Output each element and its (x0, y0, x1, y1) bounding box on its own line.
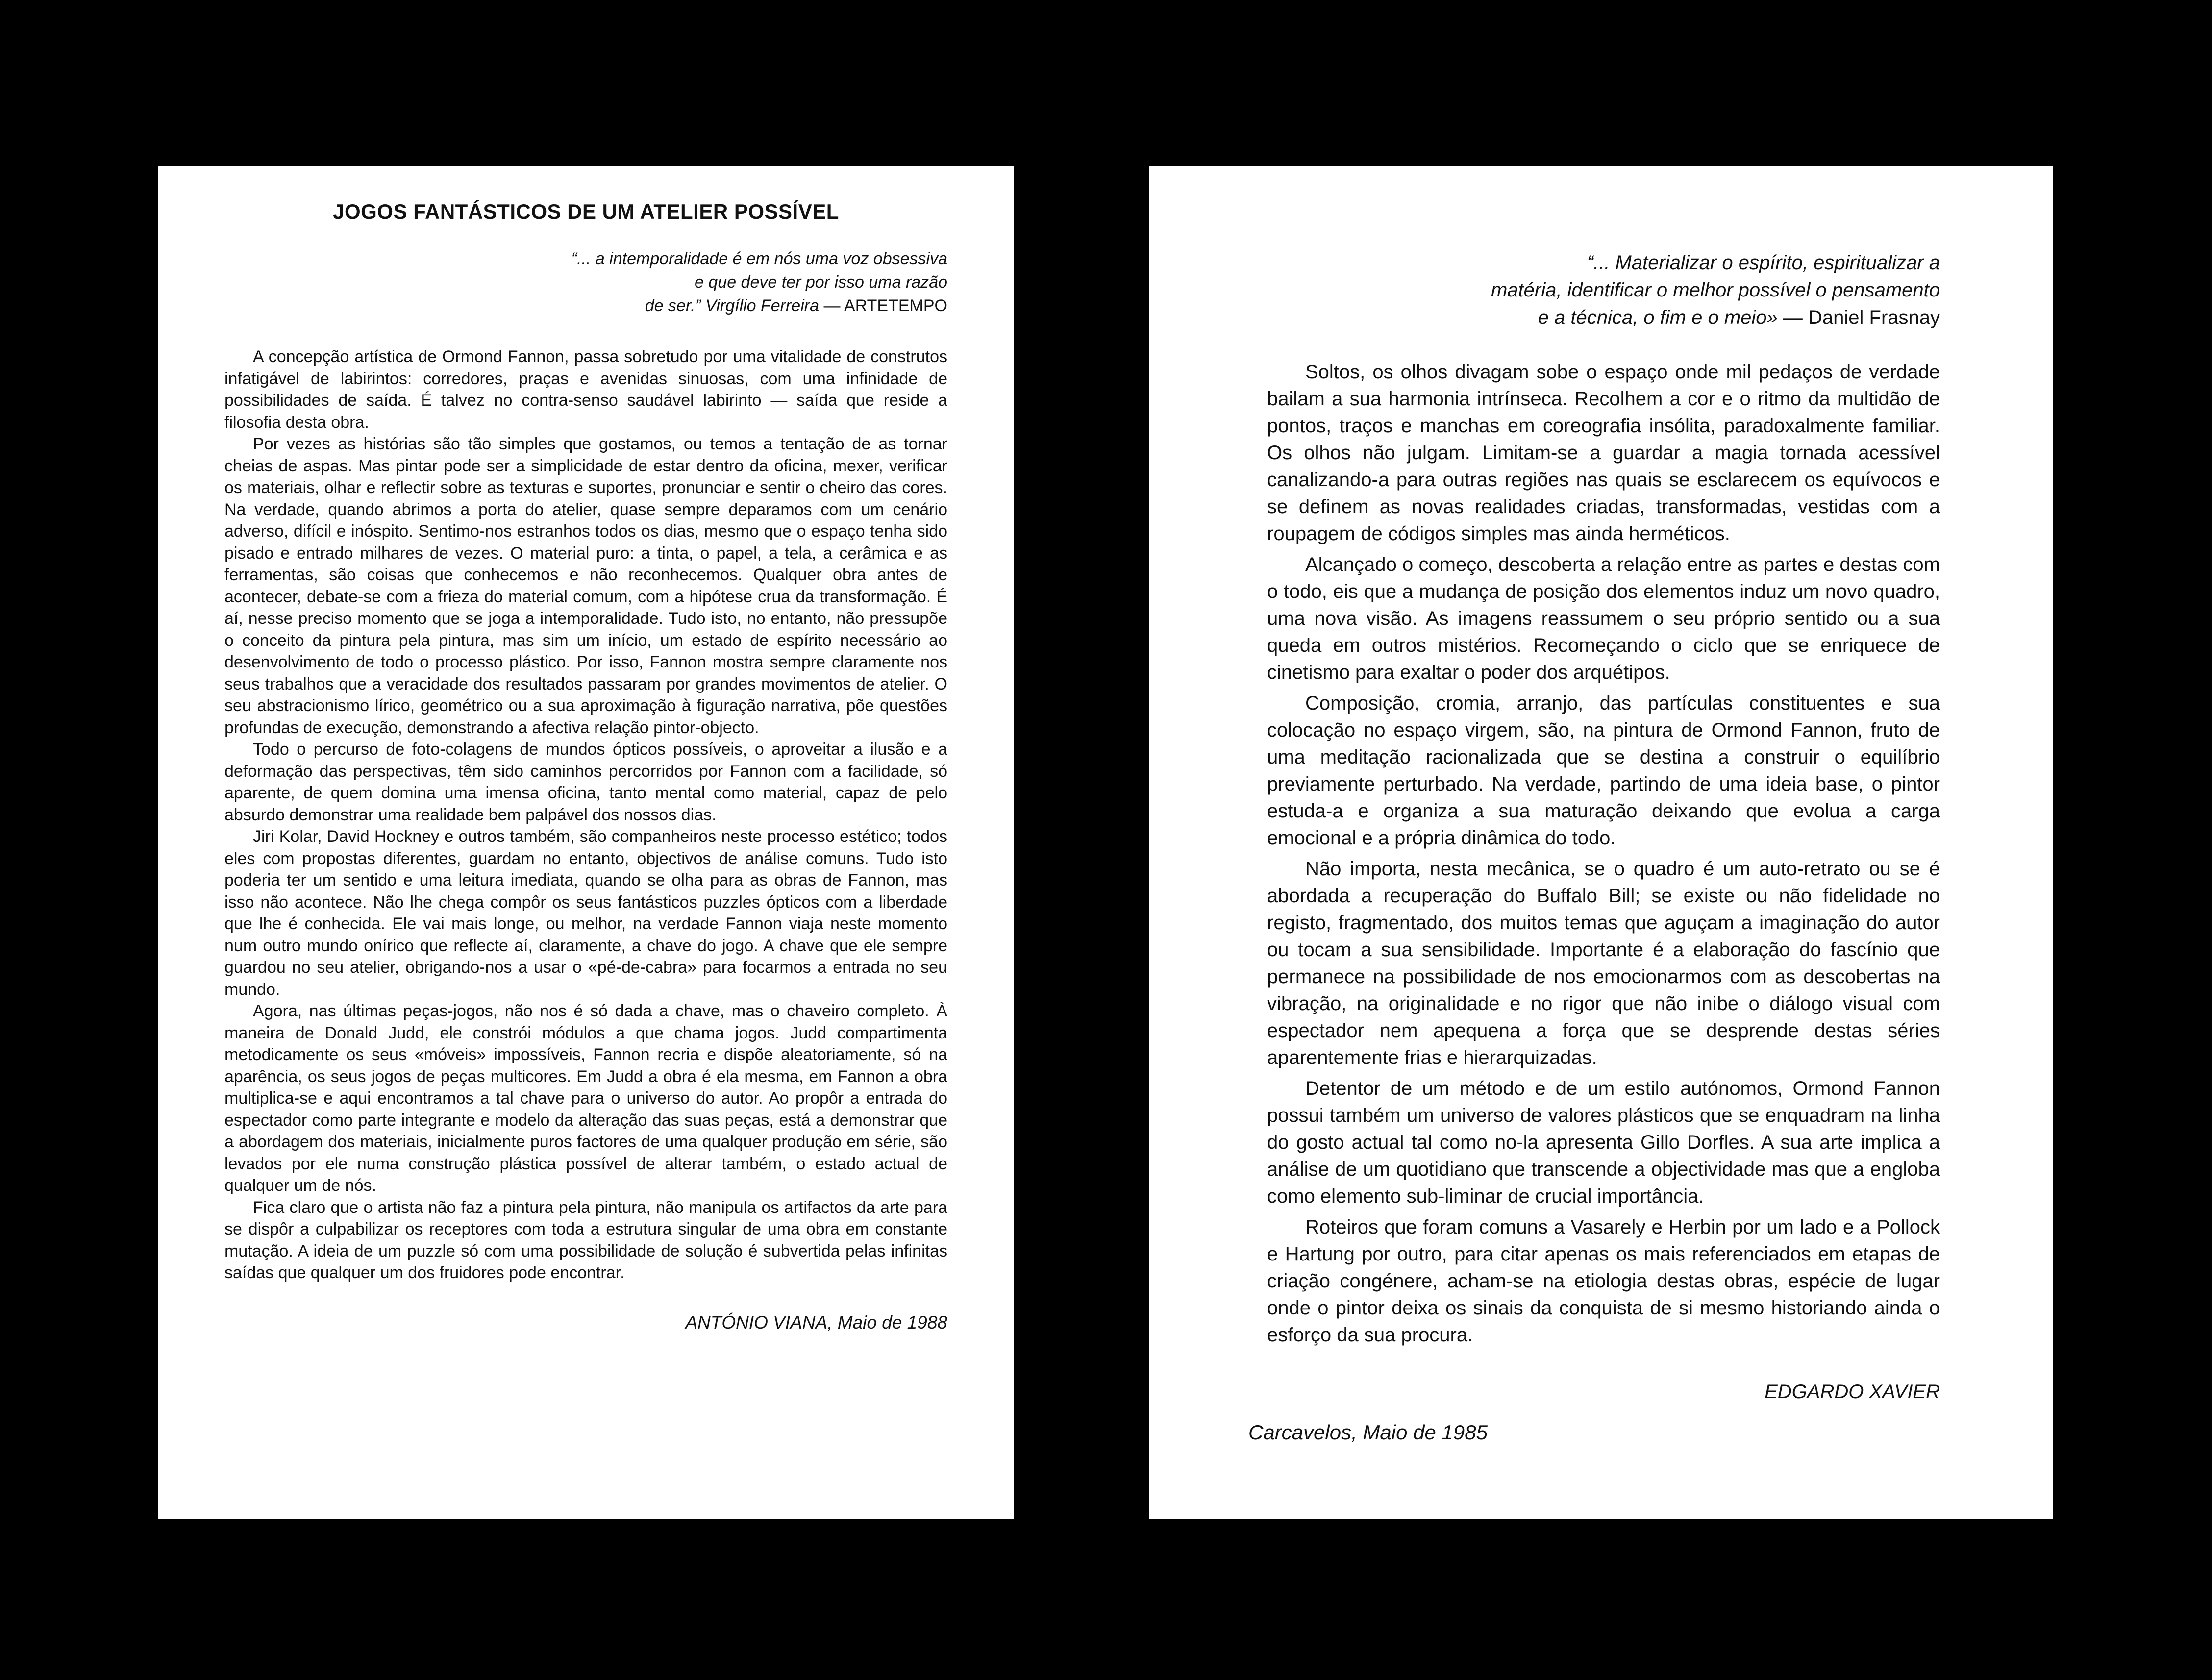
epigraph-line: matéria, identificar o melhor possível o pensamento (1491, 279, 1940, 301)
epigraph-line: “... a intemporalidade é em nós uma voz obsessiva (571, 249, 947, 268)
paragraph: Roteiros que foram comuns a Vasarely e Herbin por um lado e a Pollock e Hartung por outro, para citar apenas os mais referenciados em etapas de criação congénere, acham-se na etiologia destas obras, espécie de lugar onde o pintor deixa os sinais da conquista de si mesmo historiando ainda o esforço da sua procura. (1267, 1216, 1940, 1346)
paragraph: Alcançado o começo, descoberta a relação entre as partes e destas com o todo, eis que a mudança de posição dos elementos induz um novo quadro, uma nova visão. As imagens reassumem o seu próprio sentido ou a sua queda em outros mistérios. Recomeçando o ciclo que se enriquece de cinetismo para exaltar o poder dos arquétipos. (1267, 554, 1940, 683)
paragraph: Composição, cromia, arranjo, das partículas constituentes e sua colocação no espaço virgem, são, na pintura de Ormond Fannon, fruto de uma meditação racionalizada que se destina a construir o equilíbrio previamente perturbado. Na verdade, partindo de uma ideia base, o pintor estuda-a e organiza a sua maturação deixando que evolua a carga emocional e a própria dinâmica do todo. (1267, 692, 1940, 849)
epigraph-source: — Daniel Frasnay (1777, 307, 1940, 328)
paragraph: Por vezes as histórias são tão simples que gostamos, ou temos a tentação de as tornar cheias de aspas. Mas pintar pode ser a simplicidade de estar dentro da oficina, mexer, verificar os materiais, olhar e reflectir sobre as texturas e suportes, pronunciar e sentir o cheiro das cores. Na verdade, quando abrimos a porta do atelier, quase sempre deparamos com um cenário adverso, difícil e inóspito. Sentimo-nos estranhos todos os dias, mesmo que o espaço tenha sido pisado e entrado milhares de vezes. O material puro: a tinta, o papel, a tela, a cerâmica e as ferramentas, são coisas que conhecemos e não reconhecemos. Qualquer obra antes de acontecer, debate-se com a frieza do material comum, com a hipótese crua da transformação. É aí, nesse preciso momento que se joga a intemporalidade. Tudo isto, no entanto, não pressupõe o conceito da pintura pela pintura, mas sim um início, um estado de espírito necessário ao desenvolvimento de todo o processo plástico. Por isso, Fannon mostra sempre claramente nos seus trabalhos que a veracidade dos resultados passaram por grandes movimentos de atelier. O seu abstracionismo lírico, geométrico ou a sua aproximação à figuração narrativa, põe questões profundas de execução, demonstrando a afectiva relação pintor-objecto. (224, 435, 947, 737)
paragraph: Detentor de um método e de um estilo autónomos, Ormond Fannon possui também um universo de valores plásticos que se enquadram na linha do gosto actual tal como no-la apresenta Gillo Dorfles. A sua arte implica a análise de um quotidiano que transcende a objectividade mas que a engloba como elemento sub-liminar de crucial importância. (1267, 1078, 1940, 1207)
paragraph: Não importa, nesta mecânica, se o quadro é um auto-retrato ou se é abordada a recuperação do Buffalo Bill; se existe ou não fidelidade no registo, fragmentado, dos muitos temas que aguçam a imaginação do autor ou tocam a sua sensibilidade. Importante é a elaboração do fascínio que permanece na possibilidade de nos emocionarmos com as descobertas na vibração, na originalidade e no rigor que não inibe o diálogo visual com espectador nem apequena a força que se desprende destas séries aparentemente frias e hierarquizadas. (1267, 858, 1940, 1068)
left-body-text (224, 346, 947, 1284)
place-date: Carcavelos, Maio de 1985 (1248, 1421, 1488, 1444)
paragraph: Jiri Kolar, David Hockney e outros também, são companheiros neste processo estético; todos eles com propostas diferentes, guardam no entanto, objectivos de análise comuns. Tudo isto poderia ter um sentido e uma leitura imediata, quando se olha para as obras de Fannon, mas isso não acontece. Não lhe chega compôr os seus fantásticos puzzles ópticos com a liberdade que lhe é conhecida. Ele vai mais longe, ou melhor, na verdade Fannon viaja neste momento num outro mundo onírico que reflecte aí, claramente, a chave do jogo. A chave que ele sempre guardou no seu atelier, obrigando-nos a usar o «pé-de-cabra» para focarmos a entrada no seu mundo. (224, 827, 947, 999)
epigraph-line (224, 294, 947, 318)
epigraph-left (224, 247, 947, 318)
paragraph: Fica claro que o artista não faz a pintura pela pintura, não manipula os artifactos da arte para se dispôr a culpabilizar os receptores com toda a estrutura singular de uma obra em constante mutação. A ideia de um puzzle só com uma possibilidade de solução é subvertida pelas infinitas saídas que qualquer um dos fruidores pode encontrar. (224, 1198, 947, 1282)
paragraph: Todo o percurso de foto-colagens de mundos ópticos possíveis, o aproveitar a ilusão e a deformação das perspectivas, têm sido caminhos percorridos por Fannon com a facilidade, só aparente, de quem domina uma imensa oficina, tanto mental como material, capaz de pelo absurdo demonstrar uma realidade bem palpável dos nossos dias. (224, 740, 947, 824)
epigraph-text: e a técnica, o fim e o meio» (1538, 307, 1778, 328)
epigraph-line: “... Materializar o espírito, espiritualizar a (1587, 252, 1940, 273)
epigraph-line: e que deve ter por isso uma razão (695, 273, 947, 292)
epigraph-right (1267, 249, 1940, 331)
epigraph-line (1267, 304, 1940, 331)
paragraph: Agora, nas últimas peças-jogos, não nos é só dada a chave, mas o chaveiro completo. À maneira de Donald Judd, ele constrói módulos a que chama jogos. Judd compartimenta metodicamente os seus «móveis» impossíveis, Fannon recria e dispõe aleatoriamente, só na aparência, os seus jogos de peças multicores. Em Judd a obra é ela mesma, em Fannon a obra multiplica-se e aqui encontramos a tal chave para o universo do autor. Ao propôr a entrada do espectador como parte integrante e modelo da alteração das suas peças, está a demonstrar que a abordagem dos materiais, inicialmente puros factores de uma qualquer produção em série, são levados por ele numa construção plástica possível de alterar também, o estado actual de qualquer um de nós. (224, 1002, 947, 1195)
paragraph: Soltos, os olhos divagam sobe o espaço onde mil pedaços de verdade bailam a sua harmonia intrínseca. Recolhem a cor e o ritmo da multidão de pontos, traços e manchas em coreografia insólita, paradoxalmente familiar. Os olhos não julgam. Limitam-se a guardar a magia tornada acessível canalizando-a para outras regiões nas quais se esclarecem os equívocos e se definem as novas realidades criadas, transformadas, vestidas com a roupagem de códigos simples mas ainda herméticos. (1267, 361, 1940, 544)
author-signature-right: EDGARDO XAVIER (1765, 1381, 1940, 1403)
right-body-text (1267, 359, 1940, 1349)
paragraph: A concepção artística de Ormond Fannon, passa sobretudo por uma vitalidade de construtos infatigável de labirintos: corredores, praças e avenidas sinuosas, com uma infinidade de possibilidades de saída. É talvez no contra-senso saudável labirinto — saída que reside a filosofia desta obra. (224, 347, 947, 432)
epigraph-text: de ser.” Virgílio Ferreira (645, 296, 820, 315)
left-page (158, 166, 1014, 1519)
right-page (1149, 166, 2053, 1519)
author-signature-left: ANTÓNIO VIANA, Maio de 1988 (685, 1312, 947, 1333)
epigraph-source: — ARTETEMPO (819, 296, 947, 315)
article-title: JOGOS FANTÁSTICOS DE UM ATELIER POSSÍVEL (333, 200, 839, 223)
